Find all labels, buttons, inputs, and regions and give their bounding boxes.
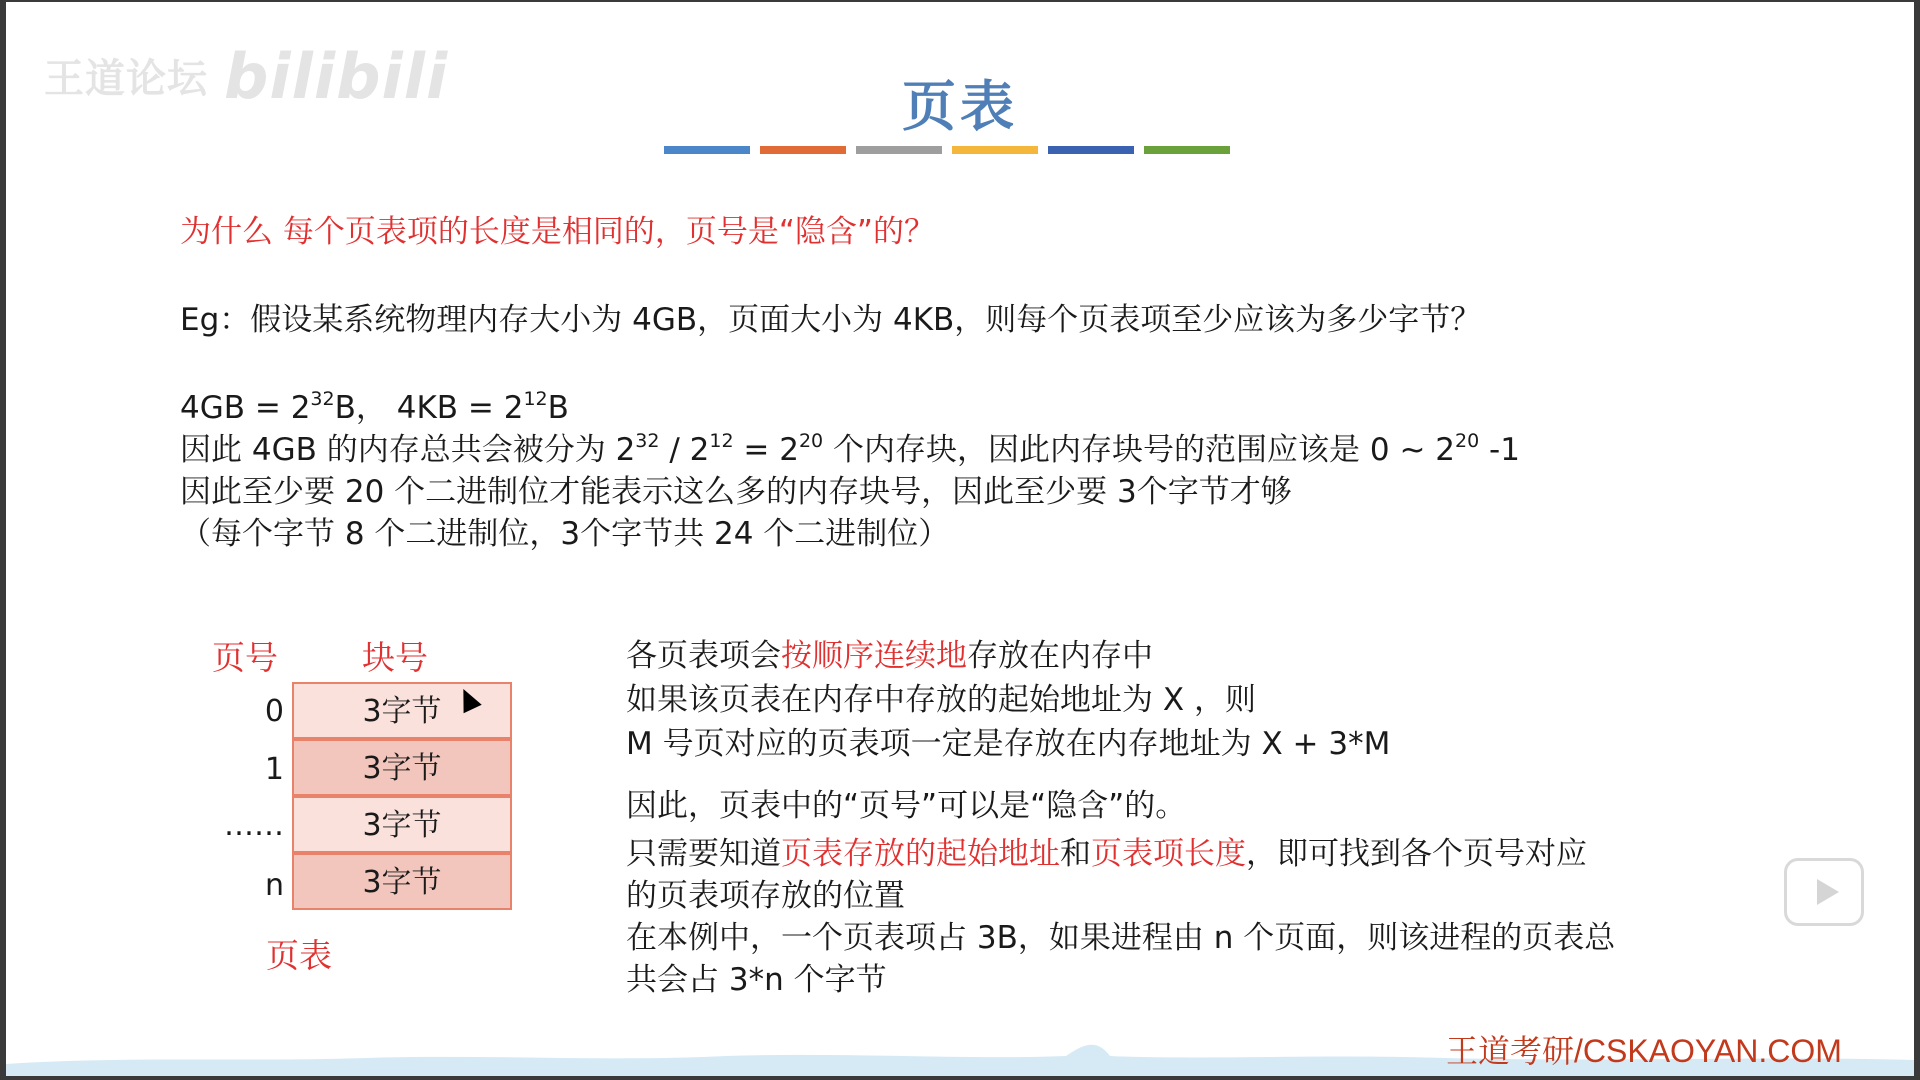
page-table-entry: 3字节 [292, 853, 512, 910]
calc-line-3: 因此至少要 20 个二进制位才能表示这么多的内存块号，因此至少要 3个字节才够 [180, 474, 1292, 510]
page-table-entry: 3字节 [292, 796, 512, 853]
play-icon[interactable] [1784, 858, 1864, 926]
page-table-caption: 页表 [266, 936, 332, 975]
example-text: Eg：假设某系统物理内存大小为 4GB，页面大小为 4KB，则每个页表项至少应该为多少字节？ [180, 302, 1482, 338]
note-line-6: 的页表项存放的位置 [626, 878, 905, 914]
color-segment [760, 146, 846, 154]
block-number-header: 块号 [362, 638, 428, 677]
calc-line-1: $4GB = 2^{32}B$， $4KB = 2^{12}B$ [180, 387, 569, 426]
slide-title: 页表 [902, 75, 1018, 138]
title-color-bar [664, 146, 1240, 154]
slide [6, 2, 1914, 1076]
page-table-entry: 3字节 [292, 739, 512, 796]
color-segment [1048, 146, 1134, 154]
page-number-header: 页号 [212, 638, 278, 677]
page-index: n [264, 868, 284, 903]
note-line-4: 因此，页表中的“页号”可以是“隐含”的。 [626, 788, 1187, 824]
color-segment [1144, 146, 1230, 154]
page-index: …… [224, 808, 284, 843]
color-segment [664, 146, 750, 154]
page-table-entry: 3字节 [292, 682, 512, 739]
color-segment [952, 146, 1038, 154]
footer-brand: 王道考研/CSKAOYAN.COM [1446, 1033, 1842, 1069]
color-segment [856, 146, 942, 154]
calc-line-4: （每个字节 8 个二进制位，3个字节共 24 个二进制位） [180, 516, 950, 552]
note-line-7: 在本例中，一个页表项占 3B，如果进程由 n 个页面，则该进程的页表总 [626, 920, 1616, 956]
note-line-2: 如果该页表在内存中存放的起始地址为 X ，则 [626, 682, 1256, 718]
page-index: 0 [264, 694, 284, 729]
note-line-1: 各页表项会按顺序连续地存放在内存中 [626, 638, 1153, 674]
note-line-3: M 号页对应的页表项一定是存放在内存地址为 X + 3*M [626, 726, 1391, 762]
page-index: 1 [264, 752, 284, 787]
calc-line-2: 因此 4GB 的内存总共会被分为 $2^{32} / 2^{12} = 2^{20}$ 个内存块，因此内存块号的范围应该是 0 ~ $2^{20}$ -1 [180, 429, 1520, 468]
note-line-8: 共会占 3*n 个字节 [626, 962, 887, 998]
bilibili-logo: bilibili [224, 40, 449, 113]
watermark-text: 王道论坛 [44, 56, 208, 102]
note-line-5: 只需要知道页表存放的起始地址和页表项长度，即可找到各个页号对应 [626, 836, 1587, 872]
question-text: 为什么 每个页表项的长度是相同的，页号是“隐含”的？ [180, 214, 935, 250]
